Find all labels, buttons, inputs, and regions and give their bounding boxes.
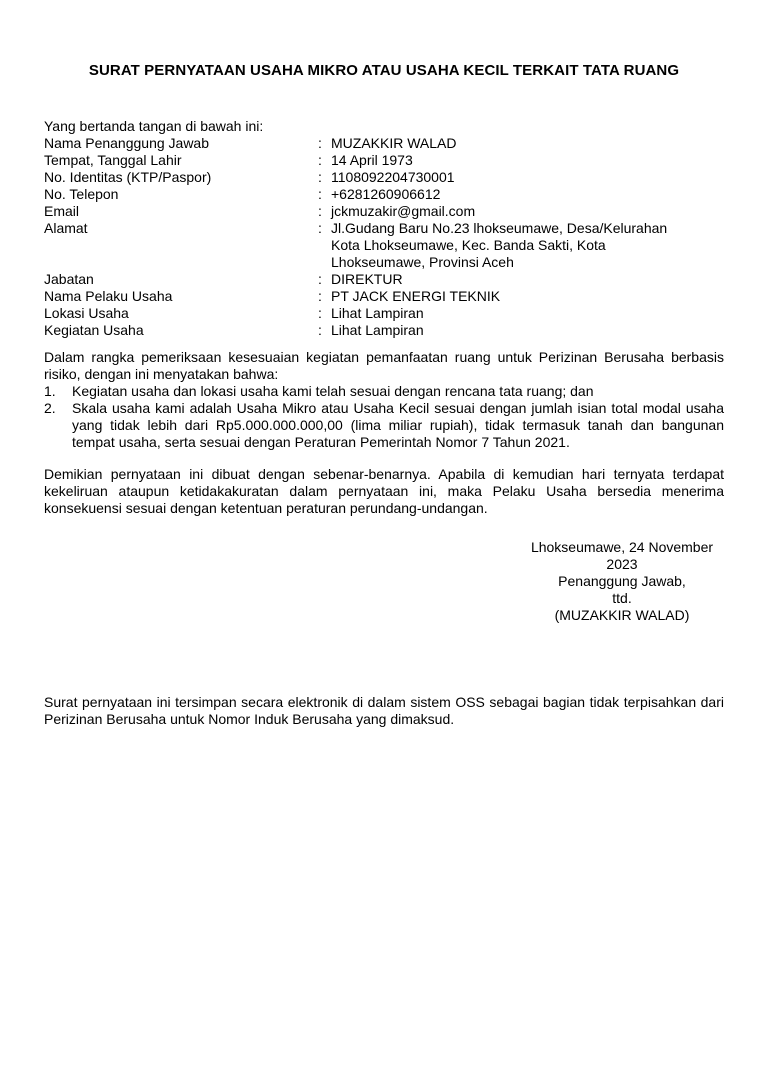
signature-role: Penanggung Jawab, — [558, 573, 686, 589]
field-colon: : — [318, 220, 322, 236]
field-row-nama-penanggung-jawab — [44, 135, 724, 152]
field-colon: : — [318, 322, 322, 338]
field-value: Jl.Gudang Baru No.23 lhokseumawe, Desa/Kelurahan Kota Lhokseumawe, Kec. Banda Sakti, Kota Lhokseumawe, Provinsi Aceh — [331, 220, 668, 270]
field-label: Nama Penanggung Jawab — [44, 135, 210, 151]
field-row-no-identitas — [44, 169, 724, 186]
statement-list — [44, 383, 724, 451]
signature-ttd: ttd. — [612, 590, 632, 606]
field-value: DIREKTUR — [331, 271, 403, 287]
identity-fields — [44, 135, 724, 339]
field-value: 1108092204730001 — [331, 169, 455, 185]
statement-number: 1. — [44, 383, 56, 399]
field-colon: : — [318, 186, 322, 202]
closing-paragraph: Demikian pernyataan ini dibuat dengan sebenar-benarnya. Apabila di kemudian hari ternyata terdapat kekeliruan ataupun ketidakakuratan dalam pernyataan ini, maka Pelaku Usaha bersedia menerima konsekuensi sesuai dengan ketentuan peraturan perundang-undangan. — [44, 466, 724, 516]
statement-intro-paragraph: Dalam rangka pemeriksaan kesesuaian kegiatan pemanfaatan ruang untuk Perizinan Berusaha berbasis risiko, dengan ini menyatakan bahwa: — [44, 349, 724, 382]
statement-text: Kegiatan usaha dan lokasi usaha kami telah sesuai dengan rencana tata ruang; dan — [72, 383, 594, 399]
field-label: Alamat — [44, 220, 88, 236]
field-label: Kegiatan Usaha — [44, 322, 144, 338]
field-label: Lokasi Usaha — [44, 305, 129, 321]
field-value: jckmuzakir@gmail.com — [331, 203, 476, 219]
field-row-jabatan — [44, 271, 724, 288]
field-value: MUZAKKIR WALAD — [331, 135, 457, 151]
statement-text: Skala usaha kami adalah Usaha Mikro atau Usaha Kecil sesuai dengan jumlah isian total modal usaha yang tidak lebih dari Rp5.000.000.000,00 (lima miliar rupiah), tidak termasuk tanah dan bangunan tempat usaha, serta sesuai dengan Peraturan Pemerintah Nomor 7 Tahun 2021. — [72, 400, 724, 450]
field-value: +6281260906612 — [331, 186, 441, 202]
field-label: No. Telepon — [44, 186, 119, 202]
field-row-tempat-tanggal-lahir — [44, 152, 724, 169]
field-value: PT JACK ENERGI TEKNIK — [331, 288, 501, 304]
field-value: Lihat Lampiran — [331, 305, 424, 321]
field-label: Tempat, Tanggal Lahir — [44, 152, 182, 168]
field-colon: : — [318, 203, 322, 219]
statement-number: 2. — [44, 400, 56, 416]
field-colon: : — [318, 288, 322, 304]
field-label: Email — [44, 203, 80, 219]
field-row-alamat — [44, 220, 724, 271]
signature-place-date: Lhokseumawe, 24 November 2023 — [530, 539, 714, 572]
footer-note: Surat pernyataan ini tersimpan secara elektronik di dalam sistem OSS sebagai bagian tidak terpisahkan dari Perizinan Berusaha untuk Nomor Induk Berusaha yang dimaksud. — [44, 694, 724, 727]
statement-item-1 — [44, 383, 724, 400]
field-colon: : — [318, 169, 322, 185]
field-row-lokasi-usaha — [44, 305, 724, 322]
field-row-email — [44, 203, 724, 220]
field-value: Lihat Lampiran — [331, 322, 424, 338]
statement-item-2 — [44, 400, 724, 451]
field-value: 14 April 1973 — [331, 152, 413, 168]
field-colon: : — [318, 135, 322, 151]
field-label: No. Identitas (KTP/Paspor) — [44, 169, 212, 185]
signature-name: (MUZAKKIR WALAD) — [554, 607, 690, 623]
field-row-kegiatan-usaha — [44, 322, 724, 339]
field-label: Nama Pelaku Usaha — [44, 288, 173, 304]
field-row-nama-pelaku-usaha — [44, 288, 724, 305]
field-label: Jabatan — [44, 271, 94, 287]
intro-text: Yang bertanda tangan di bawah ini: — [44, 118, 264, 134]
field-colon: : — [318, 152, 322, 168]
field-colon: : — [318, 271, 322, 287]
signature-block — [522, 539, 722, 624]
document-title: SURAT PERNYATAAN USAHA MIKRO ATAU USAHA KECIL TERKAIT TATA RUANG — [88, 62, 680, 79]
field-colon: : — [318, 305, 322, 321]
field-row-no-telepon — [44, 186, 724, 203]
